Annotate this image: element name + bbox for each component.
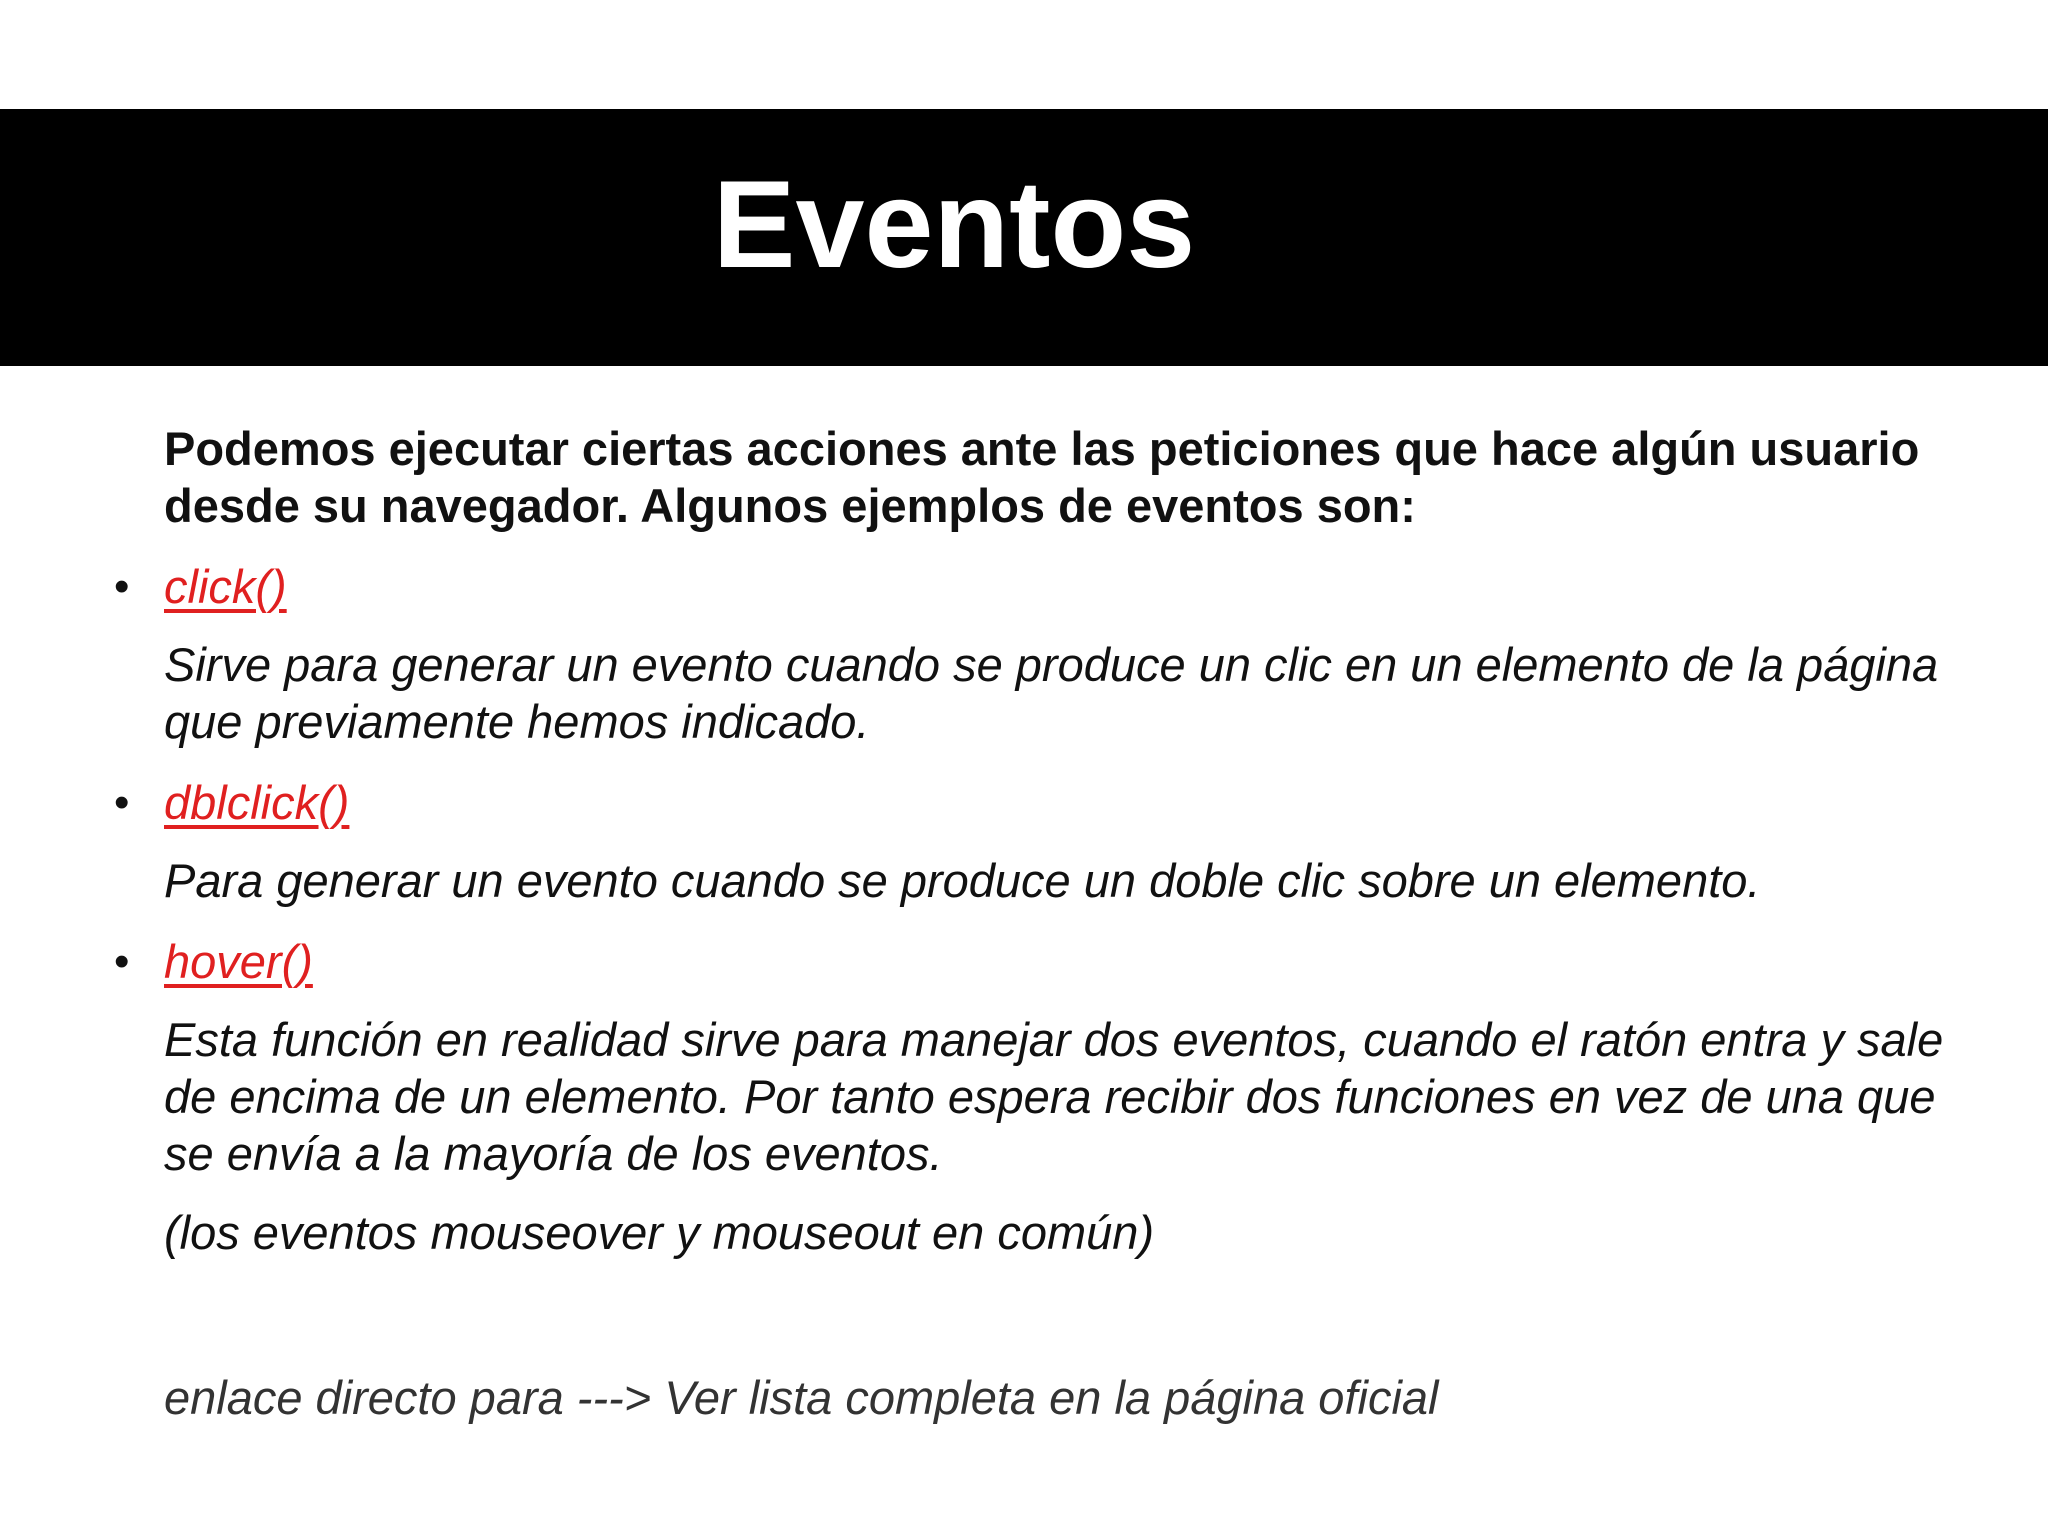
- click-link[interactable]: click(): [164, 560, 287, 613]
- event-item-dblclick: [114, 772, 1964, 909]
- event-item-hover: [114, 931, 1964, 1182]
- intro-paragraph: Podemos ejecutar ciertas acciones ante las peticiones que hace algún usuario desde su navegador. Algunos ejemplos de eventos son:: [164, 422, 1920, 532]
- official-list-link[interactable]: enlace directo para ---> Ver lista completa en la página oficial: [164, 1371, 1439, 1424]
- click-description: Sirve para generar un evento cuando se produce un clic en un elemento de la página que previamente hemos indicado.: [164, 638, 1939, 748]
- bullet-icon: •: [114, 778, 130, 827]
- dblclick-link[interactable]: dblclick(): [164, 776, 350, 829]
- slide-title: Eventos: [712, 156, 1196, 294]
- dblclick-description: Para generar un evento cuando se produce un doble clic sobre un elemento.: [164, 854, 1761, 907]
- note-text: (los eventos mouseover y mouseout en común): [164, 1206, 1155, 1259]
- bullet-icon: •: [114, 562, 130, 611]
- hover-description: Esta función en realidad sirve para manejar dos eventos, cuando el ratón entra y sale de encima de un elemento. Por tanto espera recibir dos funciones en vez de una que se envía a la mayoría de los eventos.: [164, 1013, 1944, 1180]
- event-item-click: [114, 556, 1964, 750]
- slide-content: [114, 420, 1964, 1261]
- hover-link[interactable]: hover(): [164, 935, 313, 988]
- bullet-icon: •: [114, 937, 130, 986]
